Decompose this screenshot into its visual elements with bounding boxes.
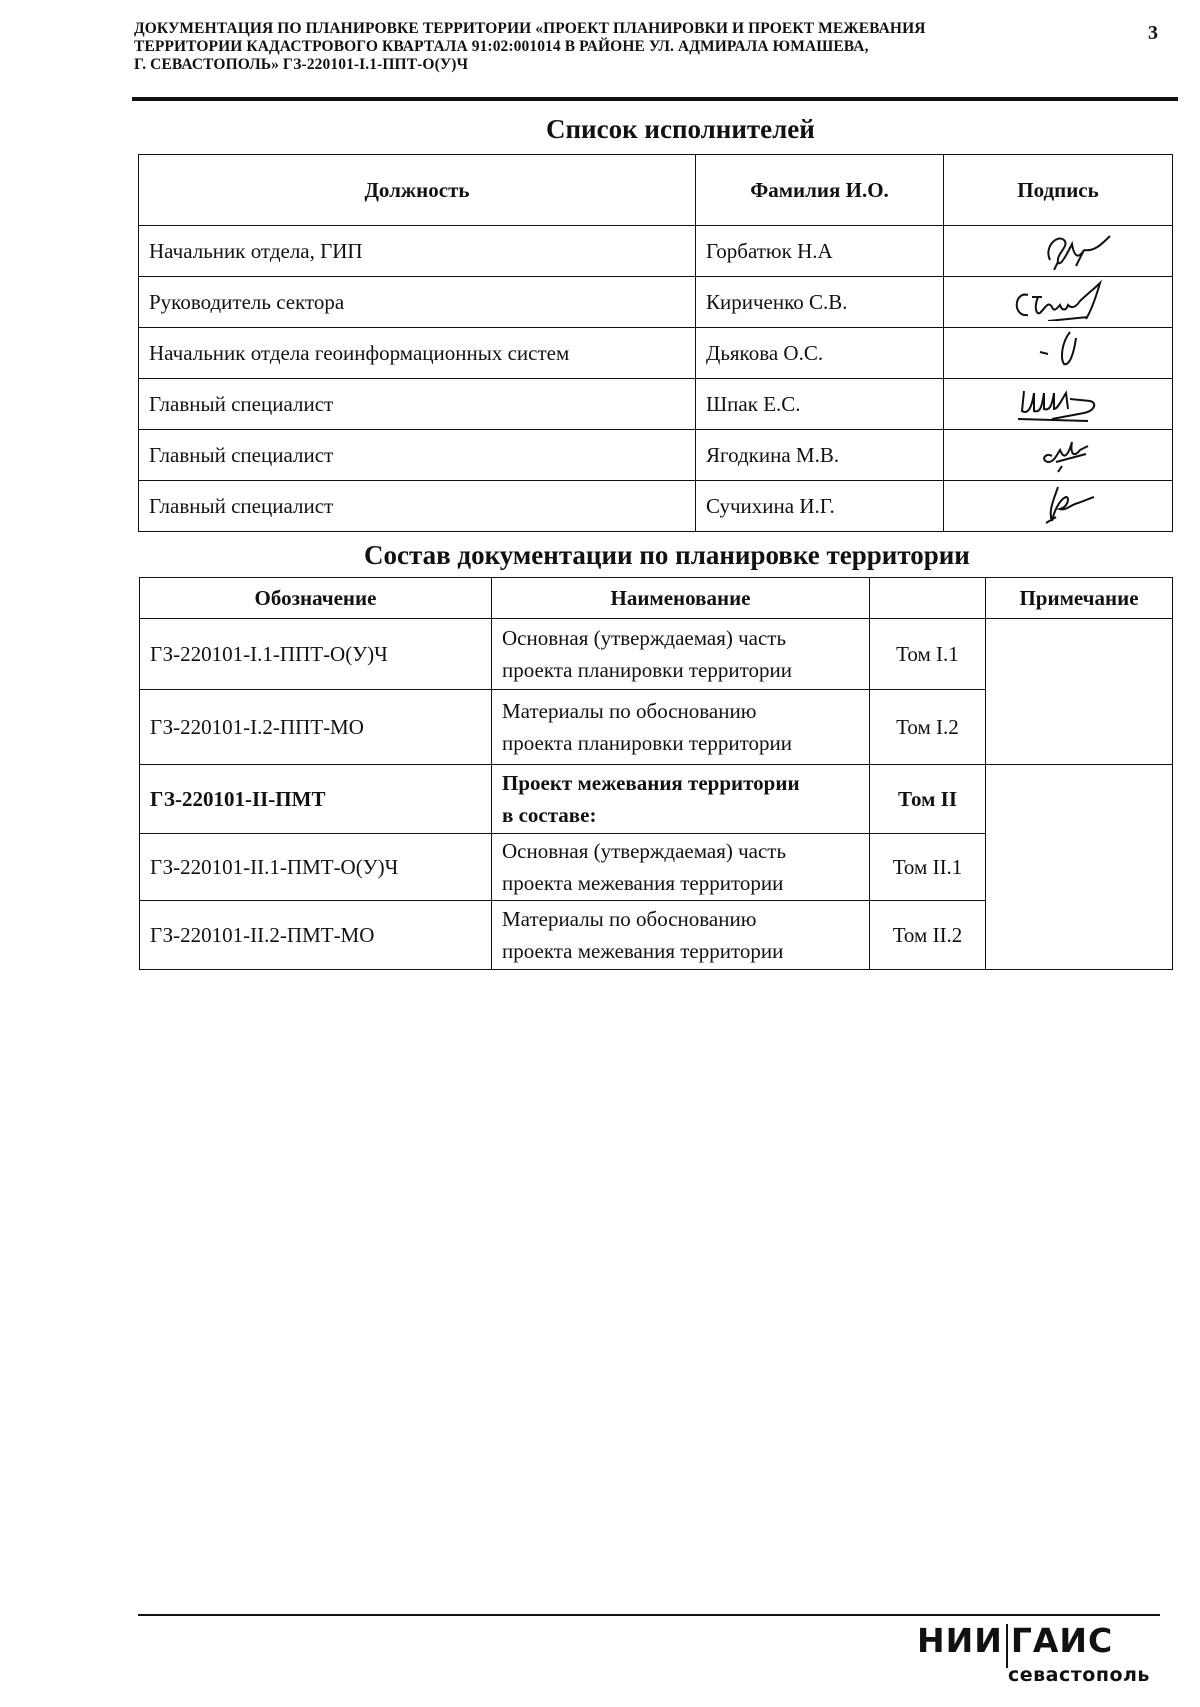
signature-cell [944, 226, 1173, 277]
executor-position: Руководитель сектора [139, 277, 696, 328]
column-header-volume [870, 578, 986, 619]
executor-name: Дьякова О.С. [696, 328, 944, 379]
table-row [139, 277, 1173, 328]
column-header-signature: Подпись [944, 155, 1173, 226]
executor-name: Шпак Е.С. [696, 379, 944, 430]
executor-position: Главный специалист [139, 481, 696, 532]
documentation-header-row [140, 578, 1173, 619]
handwritten-signature [988, 277, 1128, 321]
doc-name-line-2: проекта планировки территории [502, 731, 792, 755]
doc-name [492, 901, 870, 970]
header-line-1: ДОКУМЕНТАЦИЯ ПО ПЛАНИРОВКЕ ТЕРРИТОРИИ «ПРОЕКТ ПЛАНИРОВКИ И ПРОЕКТ МЕЖЕВАНИЯ [134, 20, 926, 37]
document-header [134, 20, 1074, 74]
column-header-position: Должность [139, 155, 696, 226]
footer-divider [138, 1614, 1160, 1616]
table-row [139, 481, 1173, 532]
doc-volume: Том I.1 [870, 619, 986, 690]
executor-name: Кириченко С.В. [696, 277, 944, 328]
table-row [139, 226, 1173, 277]
table-row [139, 328, 1173, 379]
executor-position: Главный специалист [139, 430, 696, 481]
logo-text-nii: НИИ [917, 1621, 1003, 1660]
doc-note [986, 765, 1173, 970]
executor-name: Горбатюк Н.А [696, 226, 944, 277]
doc-name [492, 765, 870, 834]
doc-name-line-2: проекта межевания территории [502, 939, 784, 963]
doc-name [492, 834, 870, 901]
organization-logo [917, 1622, 1150, 1686]
signature-cell [944, 481, 1173, 532]
column-header-note: Примечание [986, 578, 1173, 619]
signature-cell [944, 328, 1173, 379]
doc-volume: Том II [870, 765, 986, 834]
doc-name-line-1: Основная (утверждаемая) часть [502, 839, 787, 863]
doc-name-line-1: Основная (утверждаемая) часть [502, 626, 787, 650]
table-row [140, 765, 1173, 834]
table-row [140, 619, 1173, 690]
column-header-name: Наименование [492, 578, 870, 619]
handwritten-signature [998, 481, 1118, 525]
handwritten-signature [998, 328, 1118, 372]
signature-cell [944, 430, 1173, 481]
doc-name [492, 690, 870, 765]
doc-volume: Том II.1 [870, 834, 986, 901]
table-row [139, 430, 1173, 481]
signature-cell [944, 277, 1173, 328]
executors-header-row [139, 155, 1173, 226]
doc-name-line-1: Материалы по обоснованию [502, 907, 757, 931]
column-header-name: Фамилия И.О. [696, 155, 944, 226]
doc-volume: Том I.2 [870, 690, 986, 765]
doc-code: ГЗ-220101-II-ПМТ [140, 765, 492, 834]
header-line-3: Г. СЕВАСТОПОЛЬ» ГЗ-220101-I.1-ППТ-О(У)Ч [134, 56, 469, 73]
executor-name: Ягодкина М.В. [696, 430, 944, 481]
handwritten-signature [988, 379, 1128, 423]
doc-note [986, 619, 1173, 765]
logo-separator [1006, 1624, 1008, 1668]
column-header-code: Обозначение [140, 578, 492, 619]
header-divider [132, 97, 1178, 101]
documentation-title: Состав документации по планировке территории [364, 540, 970, 570]
executors-title: Список исполнителей [546, 114, 815, 144]
documentation-table [139, 577, 1173, 970]
doc-name-line-2: проекта планировки территории [502, 658, 792, 682]
doc-name-line-2: проекта межевания территории [502, 871, 784, 895]
logo-text-gais: ГАИС [1010, 1621, 1114, 1660]
header-line-2: ТЕРРИТОРИИ КАДАСТРОВОГО КВАРТАЛА 91:02:001014 В РАЙОНЕ УЛ. АДМИРАЛА ЮМАШЕВА, [134, 38, 869, 55]
signature-cell [944, 379, 1173, 430]
doc-volume: Том II.2 [870, 901, 986, 970]
doc-code: ГЗ-220101-I.1-ППТ-О(У)Ч [140, 619, 492, 690]
executor-position: Начальник отдела геоинформационных систем [139, 328, 696, 379]
handwritten-signature [998, 226, 1118, 270]
doc-code: ГЗ-220101-II.2-ПМТ-МО [140, 901, 492, 970]
page-number: 3 [1148, 22, 1158, 44]
logo-text-city: севастополь [1008, 1664, 1150, 1686]
executor-position: Начальник отдела, ГИП [139, 226, 696, 277]
doc-code: ГЗ-220101-I.2-ППТ-МО [140, 690, 492, 765]
handwritten-signature [998, 430, 1118, 474]
doc-name-line-2: в составе: [502, 803, 597, 827]
doc-code: ГЗ-220101-II.1-ПМТ-О(У)Ч [140, 834, 492, 901]
doc-name-line-1: Материалы по обоснованию [502, 699, 757, 723]
executor-position: Главный специалист [139, 379, 696, 430]
executors-table [138, 154, 1173, 532]
doc-name [492, 619, 870, 690]
doc-name-line-1: Проект межевания территории [502, 771, 800, 795]
table-row [139, 379, 1173, 430]
executor-name: Сучихина И.Г. [696, 481, 944, 532]
